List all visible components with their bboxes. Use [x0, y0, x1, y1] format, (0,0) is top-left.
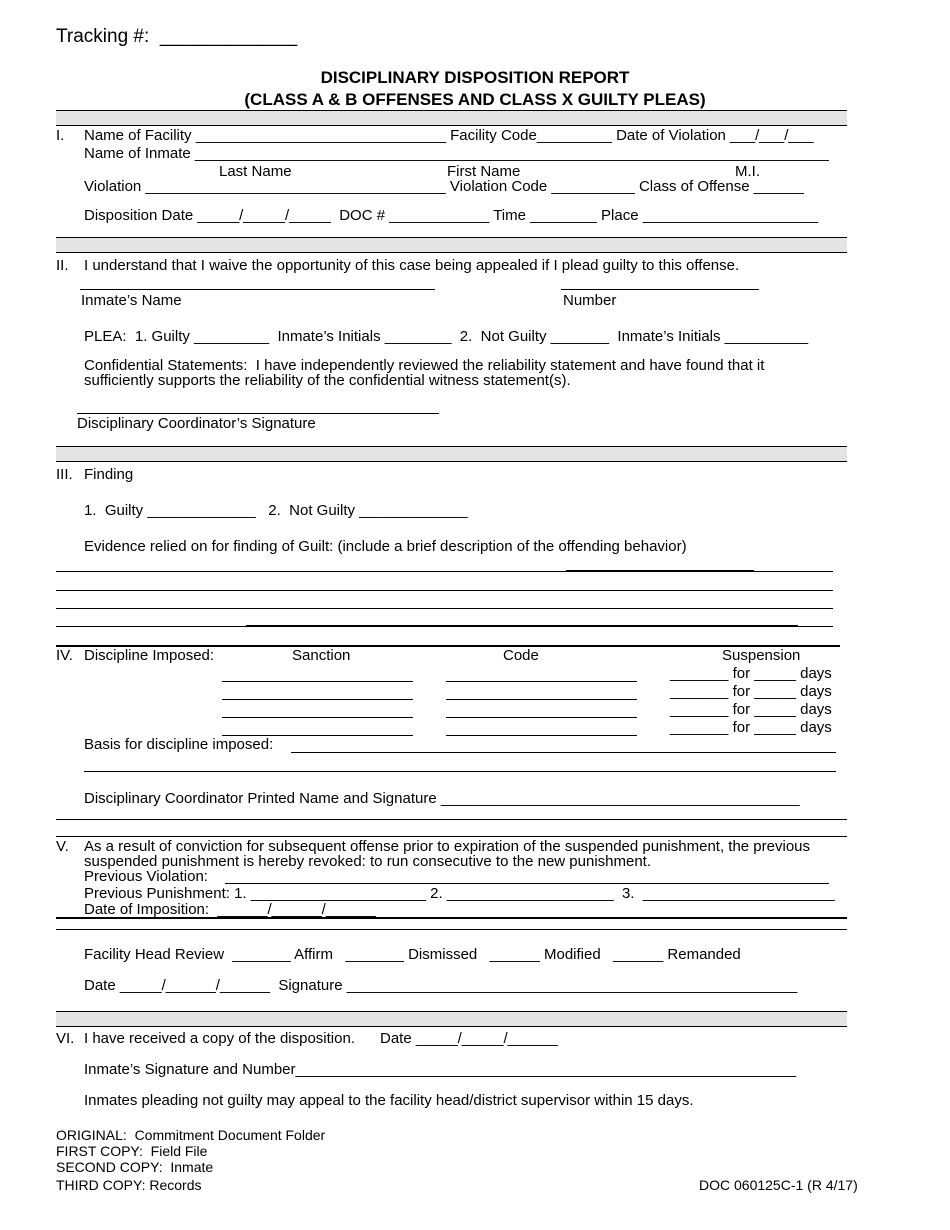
previous-punishment-row: Previous Punishment: 1. _____________________ 2. ____________________ 3. _______________________ [84, 885, 835, 902]
receipt-acknowledgement: I have received a copy of the disposition. Date _____/_____/______ [84, 1030, 558, 1047]
tracking-number: Tracking #: _____________ [56, 26, 298, 47]
sanction-line [222, 681, 413, 682]
basis-line [84, 771, 836, 772]
inmate-name-line [80, 289, 435, 290]
section-number: III. [56, 466, 73, 483]
code-line [446, 699, 637, 700]
suspension-row: _______ for _____ days [670, 701, 832, 718]
finding-label: Finding [84, 466, 134, 483]
code-line [446, 735, 637, 736]
confidential-statement: Confidential Statements: I have independently reviewed the reliability statement and have found that it [84, 357, 765, 374]
basis-line [291, 752, 836, 753]
disposition-row: Disposition Date _____/_____/_____ DOC # ____________ Time ________ Place _____________________ [84, 207, 818, 224]
section-number: I. [56, 127, 65, 144]
evidence-line [56, 608, 833, 609]
section-rule [56, 917, 847, 919]
form-title: DISCIPLINARY DISPOSITION REPORT [320, 68, 630, 87]
section-divider [56, 446, 847, 462]
section-number: VI. [56, 1030, 75, 1047]
inmate-name-label: Inmate’s Name [81, 292, 182, 309]
coordinator-signature-line [77, 413, 439, 414]
appeal-note: Inmates pleading not guilty may appeal to the facility head/district supervisor within 15 days. [84, 1092, 694, 1109]
evidence-line [56, 626, 833, 627]
section-divider [56, 1011, 847, 1027]
revocation-text-cont: suspended punishment is hereby revoked: to run consecutive to the new punishment. [84, 853, 652, 870]
inmate-name-row: Name of Inmate ____________________________________________________________________________ [84, 145, 829, 162]
evidence-line [56, 590, 833, 591]
sanction-line [222, 717, 413, 718]
distribution-third-copy: THIRD COPY: Records [56, 1177, 202, 1193]
evidence-line [56, 571, 833, 572]
code-column-header: Code [503, 647, 539, 664]
basis-label: Basis for discipline imposed: [84, 736, 274, 753]
inmate-signature-row: Inmate’s Signature and Number____________________________________________________________ [84, 1061, 797, 1078]
finding-options: 1. Guilty _____________ 2. Not Guilty _____________ [84, 502, 468, 519]
section-number: V. [56, 838, 69, 855]
discipline-imposed-label: Discipline Imposed: [84, 647, 215, 664]
last-name-label: Last Name [219, 163, 292, 180]
section-number: II. [56, 257, 69, 274]
middle-initial-label: M.I. [735, 163, 760, 180]
distribution-first-copy: FIRST COPY: Field File [56, 1143, 208, 1159]
plea-row: PLEA: 1. Guilty _________ Inmate’s Initials ________ 2. Not Guilty _______ Inmate’s Initials __________ [84, 328, 809, 345]
facility-row: Name of Facility ______________________________ Facility Code_________ Date of Violation ___/___/___ [84, 127, 814, 144]
suspension-row: _______ for _____ days [670, 683, 832, 700]
suspension-column-header: Suspension [722, 647, 801, 664]
code-line [446, 681, 637, 682]
confidential-statement-cont: sufficiently supports the reliability of the confidential witness statement(s). [84, 372, 571, 389]
suspension-row: _______ for _____ days [670, 719, 832, 736]
revocation-text: As a result of conviction for subsequent offense prior to expiration of the suspended punishment, the previous [84, 838, 810, 855]
previous-violation-line [225, 883, 829, 884]
sanction-line [222, 699, 413, 700]
evidence-line-overwrite [566, 570, 754, 571]
code-line [446, 717, 637, 718]
violation-row: Violation ____________________________________ Violation Code __________ Class of Offense ______ [84, 178, 804, 195]
section-rule [56, 836, 847, 837]
distribution-original: ORIGINAL: Commitment Document Folder [56, 1127, 326, 1143]
coordinator-signature-label: Disciplinary Coordinator’s Signature [77, 415, 316, 432]
section-number: IV. [56, 647, 73, 664]
sanction-column-header: Sanction [292, 647, 351, 664]
evidence-label: Evidence relied on for finding of Guilt: (include a brief description of the offending behavior) [84, 538, 687, 555]
waiver-statement: I understand that I waive the opportunity of this case being appealed if I plead guilty to this offense. [84, 257, 740, 274]
facility-head-review-row: Facility Head Review _______ Affirm _______ Dismissed ______ Modified ______ Remanded [84, 946, 741, 963]
inmate-number-line [561, 289, 759, 290]
coordinator-printed-name: Disciplinary Coordinator Printed Name and Signature ___________________________________________ [84, 790, 800, 807]
previous-violation-label: Previous Violation: [84, 868, 208, 885]
suspension-row: _______ for _____ days [670, 665, 832, 682]
distribution-second-copy: SECOND COPY: Inmate [56, 1159, 214, 1175]
evidence-line-overwrite [246, 625, 798, 626]
form-number: DOC 060125C-1 (R 4/17) [699, 1177, 858, 1193]
section-rule [56, 929, 847, 930]
inmate-number-label: Number [563, 292, 617, 309]
form-subtitle: (CLASS A & B OFFENSES AND CLASS X GUILTY PLEAS) [244, 90, 706, 109]
review-date-signature-row: Date _____/______/______ Signature ______________________________________________________ [84, 977, 798, 994]
first-name-label: First Name [447, 163, 521, 180]
section-divider [56, 237, 847, 253]
date-of-imposition-row: Date of Imposition: ______/______/______ [84, 901, 376, 918]
section-rule [56, 819, 847, 820]
section-divider [56, 110, 847, 126]
